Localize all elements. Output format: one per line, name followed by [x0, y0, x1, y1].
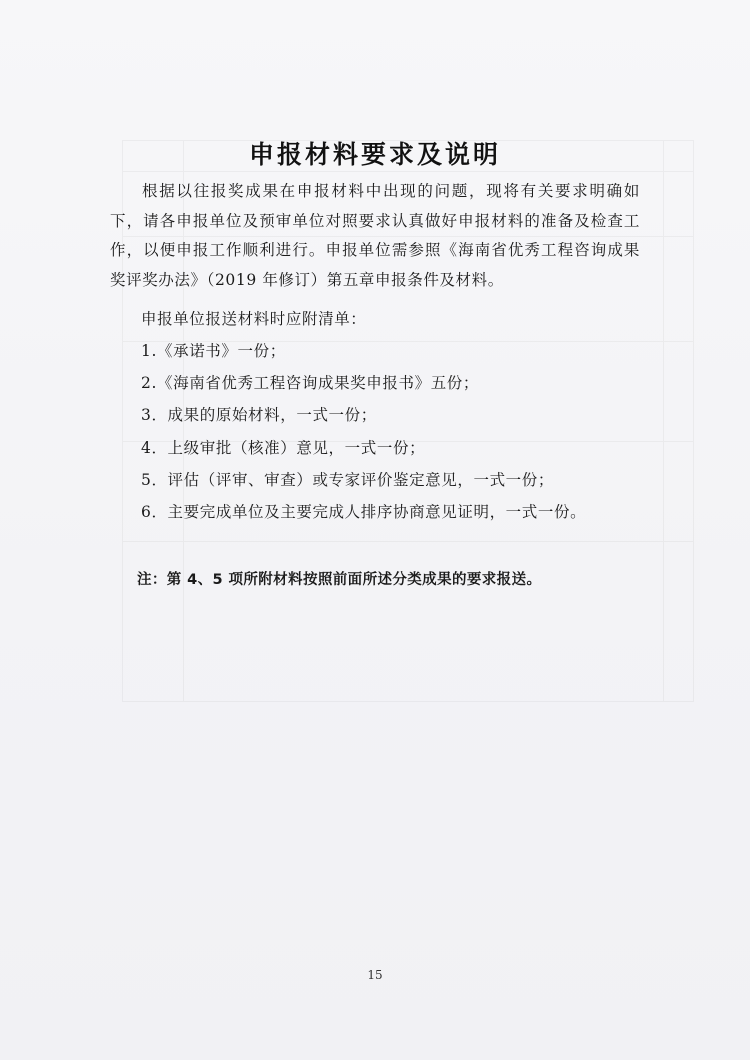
page-title: 申报材料要求及说明 — [248, 139, 501, 169]
list-item: 3．成果的原始材料，一式一份； — [141, 406, 377, 425]
materials-list — [141, 340, 586, 533]
intro-paragraph: 根据以往报奖成果在申报材料中出现的问题，现将有关要求明确如下，请各申报单位及预审单位对照要求认真做好申报材料的准备及检查工作，以便申报工作顺利进行。申报单位需参照《海南省优秀工程咨询成果奖评奖办法》（2019 年修订）第五章申报条件及材料。 — [110, 182, 640, 289]
list-lead-text: 申报单位报送材料时应附清单： — [141, 310, 367, 328]
list-item: 4．上级审批（核准）意见，一式一份； — [141, 438, 426, 457]
note-text: 注：第 4、5 项所附材料按照前面所述分类成果的要求报送。 — [137, 572, 542, 588]
list-item: 1.《承诺书》一份； — [141, 342, 286, 360]
list-item: 5．评估（评审、审查）或专家评价鉴定意见，一式一份； — [141, 470, 554, 489]
page-number: 15 — [367, 968, 383, 982]
list-item: 2.《海南省优秀工程咨询成果奖申报书》五份； — [141, 374, 479, 393]
list-item: 6．主要完成单位及主要完成人排序协商意见证明，一式一份。 — [141, 502, 587, 521]
